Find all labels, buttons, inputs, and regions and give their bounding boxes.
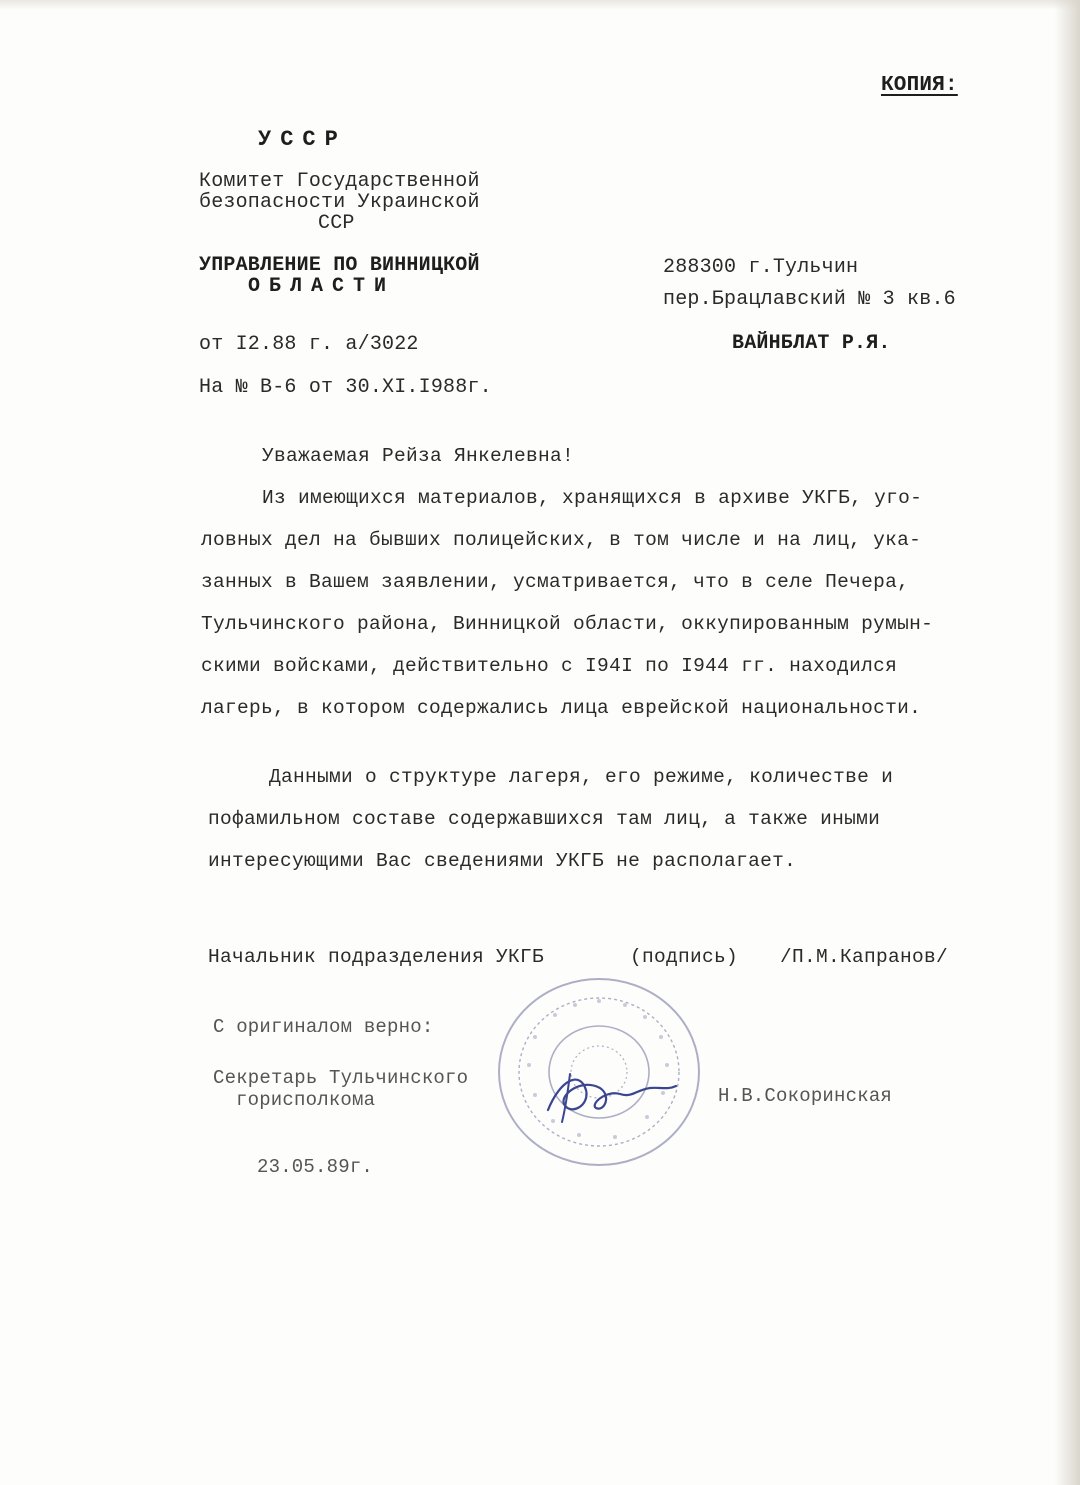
recipient-address-line-1: 288300 г.Тульчин <box>663 256 859 279</box>
paragraph-2-line: пофамильном составе содержавшихся там лиц, а также иными <box>208 808 881 830</box>
department-line-2: ОБЛАСТИ <box>248 275 396 298</box>
paragraph-1-line: занных в Вашем заявлении, усматривается, что в селе Печера, <box>201 571 910 593</box>
copy-mark: КОПИЯ: <box>881 74 958 97</box>
signatory-title: Начальник подразделения УКГБ <box>208 946 545 968</box>
paragraph-2-line: интересующими Вас сведениями УКГБ не располагает. <box>208 850 797 872</box>
certification-line: С оригиналом верно: <box>213 1016 434 1038</box>
certification-date: 23.05.89г. <box>257 1156 374 1178</box>
paragraph-1-line: Из имеющихся материалов, хранящихся в архиве УКГБ, уго- <box>262 487 923 509</box>
secretary-title-line-1: Секретарь Тульчинского <box>213 1067 469 1089</box>
paragraph-1-line: ловных дел на бывших полицейских, в том числе и на лиц, ука- <box>201 529 922 551</box>
paragraph-1-line: лагерь, в котором содержались лица еврейской национальности. <box>201 697 922 719</box>
handwritten-signature-icon <box>540 1060 680 1130</box>
salutation: Уважаемая Рейза Янкелевна! <box>262 445 575 467</box>
recipient-address-line-2: пер.Брацлавский № 3 кв.6 <box>663 288 956 311</box>
committee-line-1: Комитет Государственной <box>199 170 480 193</box>
paper-edge-right <box>1054 0 1080 1485</box>
recipient-name: ВАЙНБЛАТ Р.Я. <box>732 332 891 355</box>
signatory-name: /П.М.Капранов/ <box>780 946 949 968</box>
paragraph-2-line: Данными о структуре лагеря, его режиме, количестве и <box>269 766 894 788</box>
paper-edge-top <box>0 0 1080 10</box>
department-line-1: УПРАВЛЕНИЕ ПО ВИННИЦКОЙ <box>199 254 480 277</box>
country-heading: УССР <box>258 127 347 152</box>
committee-line-3: ССР <box>318 212 355 235</box>
paragraph-1-line: Тульчинского района, Винницкой области, оккупированным румын- <box>201 613 934 635</box>
signature-note: (подпись) <box>630 946 739 968</box>
secretary-name: Н.В.Сокоринская <box>718 1085 893 1107</box>
incoming-reference: На № В-6 от 30.XI.I988г. <box>199 376 492 399</box>
paragraph-1-line: скими войсками, действительно с I94I по I944 гг. находился <box>201 655 898 677</box>
committee-line-2: безопасности Украинской <box>199 191 480 214</box>
secretary-title-line-2: горисполкома <box>236 1089 376 1111</box>
outgoing-reference: от I2.88 г. а/3022 <box>199 333 419 356</box>
